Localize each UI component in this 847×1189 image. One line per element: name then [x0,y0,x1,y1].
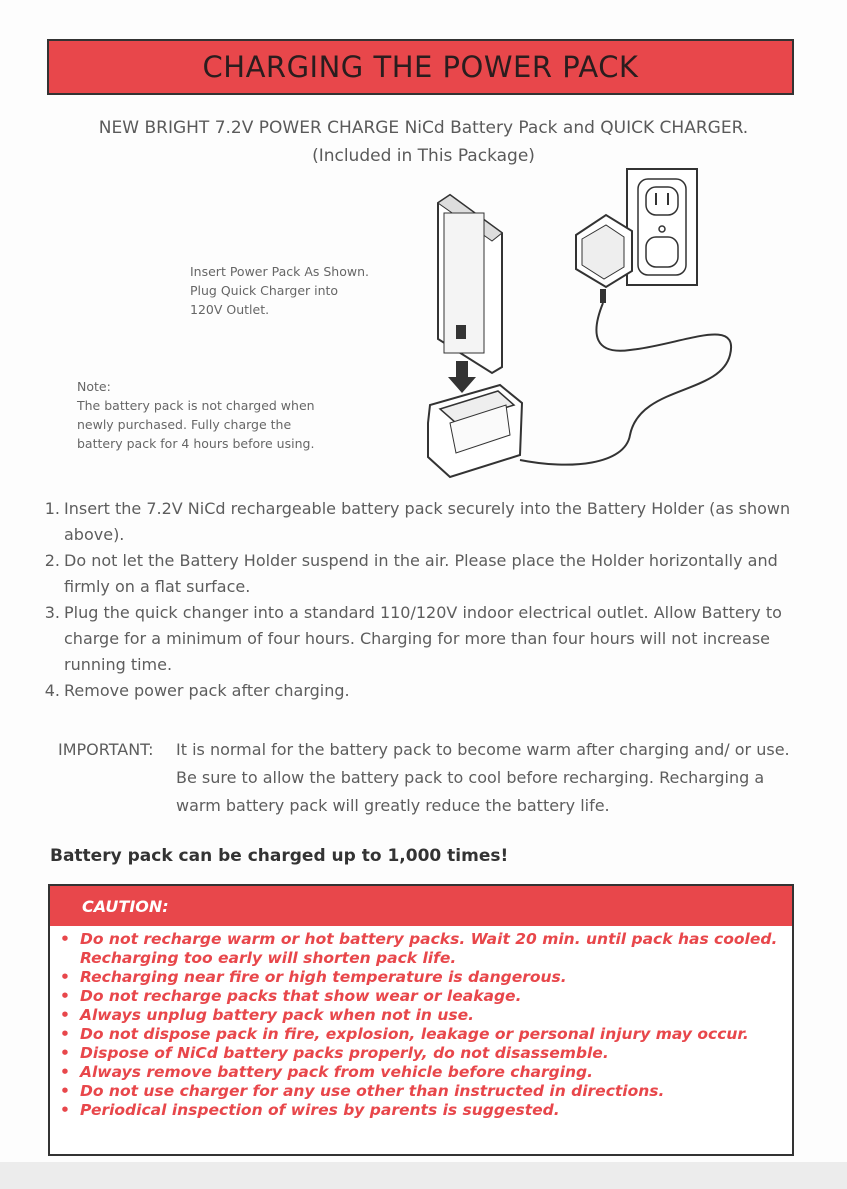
caution-item: Do not recharge packs that show wear or leakage. [80,987,522,1005]
note-line: newly purchased. Fully charge the [77,417,292,432]
note-line: The battery pack is not charged when [77,398,315,413]
list-item [60,1101,782,1120]
step-number: 2. [44,551,60,570]
list-item [60,1006,782,1025]
caution-item: Dispose of NiCd battery packs properly, do not disassemble. [80,1044,609,1062]
bullet-icon: • [60,1025,70,1043]
quick-charger-adapter-icon [576,215,632,303]
page-bottom-margin [0,1162,847,1189]
note-text [77,377,407,453]
note-line: battery pack for 4 hours before using. [77,436,315,451]
charge-cycles-note: Battery pack can be charged up to 1,000 times! [50,846,509,866]
important-note [58,736,798,820]
battery-pack-icon [438,195,502,373]
intro-line-1: NEW BRIGHT 7.2V POWER CHARGE NiCd Battery Pack and QUICK CHARGER. [98,118,749,138]
bullet-icon: • [60,1082,70,1100]
caution-item: Periodical inspection of wires by parents is suggested. [80,1101,560,1119]
list-item [30,678,810,704]
caution-item: Do not recharge warm or hot battery packs. Wait 20 min. until pack has cooled. Recharging too early will shorten pack life. [80,930,778,967]
list-item [60,1025,782,1044]
wall-outlet-icon [627,169,697,285]
instruction-line: Insert Power Pack As Shown. [190,264,369,279]
caution-item: Do not use charger for any use other than instructed in directions. [80,1082,665,1100]
bullet-icon: • [60,1006,70,1024]
note-heading: Note: [77,379,111,394]
step-number: 3. [44,603,60,622]
caution-header [50,886,792,926]
list-item [30,600,810,678]
list-item [60,1063,782,1082]
important-label: IMPORTANT: [58,740,154,759]
bullet-icon: • [60,1044,70,1062]
instruction-line: 120V Outlet. [190,302,270,317]
list-item [60,968,782,987]
list-item [30,496,810,548]
page-title-banner [47,39,794,95]
bullet-icon: • [60,968,70,986]
caution-item: Always unplug battery pack when not in use. [80,1006,475,1024]
step-number: 4. [44,681,60,700]
step-text: Remove power pack after charging. [64,681,350,700]
steps-list [30,496,810,704]
caution-box [48,884,794,1156]
bullet-icon: • [60,1101,70,1119]
caution-title: CAUTION: [82,896,169,916]
caution-list [50,926,792,1120]
list-item [60,1044,782,1063]
caution-item: Do not dispose pack in fire, explosion, leakage or personal injury may occur. [80,1025,749,1043]
caution-item: Recharging near fire or high temperature is dangerous. [80,968,567,986]
list-item [30,548,810,600]
page-title: CHARGING THE POWER PACK [202,50,639,84]
list-item [60,1082,782,1101]
bullet-icon: • [60,1063,70,1081]
charger-illustration [410,165,740,485]
insert-arrow-icon [448,361,476,393]
step-text: Insert the 7.2V NiCd rechargeable battery pack securely into the Battery Holder (as shown above). [64,499,791,544]
important-text: It is normal for the battery pack to become warm after charging and/ or use. Be sure to allow the battery pack to cool before recharging. Recharging a warm battery pack will greatly reduce the battery life. [176,740,790,815]
list-item [60,987,782,1006]
bullet-icon: • [60,987,70,1005]
battery-holder-icon [428,385,522,477]
step-number: 1. [44,499,60,518]
instruction-line: Plug Quick Charger into [190,283,339,298]
step-text: Plug the quick changer into a standard 110/120V indoor electrical outlet. Allow Battery to charge for a minimum of four hours. Charging for more than four hours will not increase running time. [64,603,782,674]
intro-line-2: (Included in This Package) [312,146,535,166]
charger-cord [520,303,731,465]
list-item [60,930,782,968]
caution-item: Always remove battery pack from vehicle before charging. [80,1063,594,1081]
step-text: Do not let the Battery Holder suspend in the air. Please place the Holder horizontally and firmly on a flat surface. [64,551,778,596]
bullet-icon: • [60,930,70,948]
